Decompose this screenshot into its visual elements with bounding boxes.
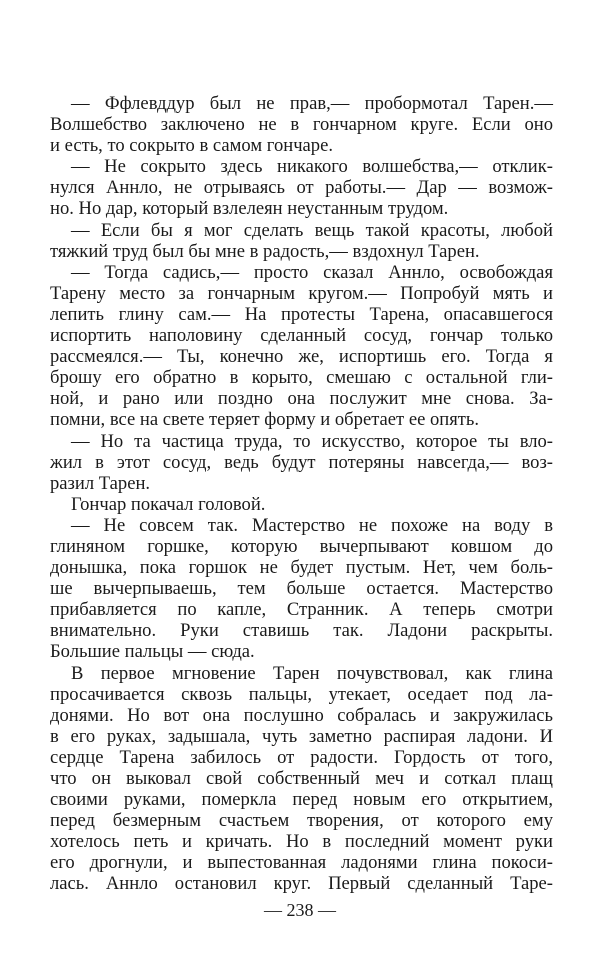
text-line: донышка, пока горшок не будет пустым. Нет, чем боль- <box>50 557 553 579</box>
text-line: разил Тарен. <box>50 472 151 494</box>
page-text <box>50 93 553 895</box>
text-line: его дрогнули, и выпестованная ладонями глина покоси- <box>50 852 553 874</box>
text-line: — Не сокрыто здесь никакого волшебства,— отклик- <box>71 156 553 178</box>
text-line: ной, и рано или поздно она послужит мне снова. За- <box>50 388 553 410</box>
text-line: сердце Тарена забилось от радости. Гордость от того, <box>50 746 553 768</box>
text-line: своими руками, померкла перед новым его открытием, <box>50 789 553 811</box>
text-line: — Если бы я мог сделать вещь такой красоты, любой <box>71 219 553 241</box>
text-line: хотелось петь и кричать. Но в последний момент руки <box>50 831 553 853</box>
text-line: помни, все на свете теряет форму и обретает ее опять. <box>50 409 480 431</box>
text-line: жил в этот сосуд, ведь будут потеряны навсегда,— воз- <box>50 451 553 473</box>
text-line: но. Но дар, который взлелеян неустанным трудом. <box>50 198 449 220</box>
text-line: что он выковал свой собственный меч и соткал плащ <box>50 768 553 789</box>
text-line: и есть, то сокрыто в самом гончаре. <box>50 135 333 157</box>
text-line: просачивается сквозь пальцы, утекает, оседает под ла- <box>50 683 553 705</box>
text-line: испортить наполовину сделанный сосуд, гончар только <box>50 325 553 347</box>
text-line: ше вычерпываешь, тем больше остается. Мастерство <box>50 578 553 600</box>
text-line: в его руках, задышала, чуть заметно распирая ладони. И <box>50 725 553 747</box>
text-line: Гончар покачал головой. <box>71 493 266 515</box>
text-line: Тарену место за гончарным кругом.— Попробуй мять и <box>50 282 553 304</box>
page-number: — 238 — <box>264 900 336 920</box>
text-line: перед безмерным счастьем творения, от которого ему <box>50 810 553 832</box>
text-line: — Тогда садись,— просто сказал Аннло, освобождая <box>71 261 553 283</box>
text-line: — Но та частица труда, то искусство, которое ты вло- <box>71 430 553 452</box>
text-line: В первое мгновение Тарен почувствовал, как глина <box>71 662 553 684</box>
text-line: нулся Аннло, не отрываясь от работы.— Дар — возмож- <box>50 177 553 199</box>
text-line: лепить глину сам.— На протесты Тарена, опасавшегося <box>50 303 553 325</box>
text-line: — Ффлевддур был не прав,— пробормотал Тарен.— <box>71 93 553 114</box>
text-line: тяжкий труд был бы мне в радость,— вздохнул Тарен. <box>50 240 480 262</box>
text-line: прибавляется по капле, Странник. А теперь смотри <box>50 599 553 621</box>
text-line: Волшебство заключено не в гончарном круге. Если оно <box>50 114 553 136</box>
text-line: донями. Но вот она послушно собралась и закружилась <box>50 704 553 726</box>
text-line: Большие пальцы — сюда. <box>50 641 255 663</box>
text-line: брошу его обратно в корыто, смешаю с остальной гли- <box>50 367 553 389</box>
text-line: — Не совсем так. Мастерство не похоже на воду в <box>71 514 553 536</box>
text-line: рассмеялся.— Ты, конечно же, испортишь его. Тогда я <box>50 346 553 368</box>
text-line: глиняном горшке, которую вычерпывают ковшом до <box>50 535 553 557</box>
text-line: внимательно. Руки ставишь так. Ладони раскрыты. <box>50 620 553 642</box>
text-line: лась. Аннло остановил круг. Первый сделанный Таре- <box>50 873 553 895</box>
